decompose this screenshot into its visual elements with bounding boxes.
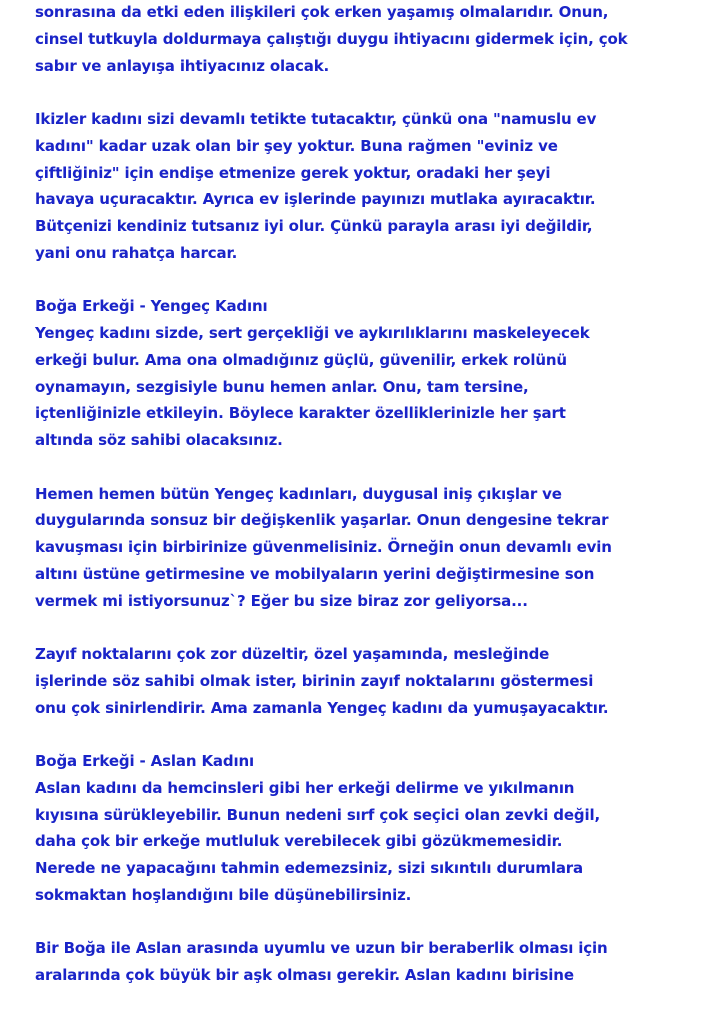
- text-line: Hemen hemen bütün Yengeç kadınları, duygusal iniş çıkışlar ve: [35, 484, 562, 503]
- text-line: altını üstüne getirmesine ve mobilyaların yerini değiştirmesine son: [35, 564, 595, 583]
- text-line: içtenliğinizle etkileyin. Böylece karakter özelliklerinizle her şart: [35, 404, 566, 423]
- text-line: Bütçenizi kendiniz tutsanız iyi olur. Çünkü parayla arası iyi değildir,: [35, 217, 593, 235]
- text-line: erkeği bulur. Ama ona olmadığınız güçlü, güvenilir, erkek rolünü: [35, 350, 567, 369]
- text-line: onu çok sinirlendirir. Ama zamanla Yengeç kadını da yumuşayacaktır.: [35, 698, 609, 717]
- text-line: altında söz sahibi olacaksınız.: [35, 431, 283, 449]
- text-line: yani onu rahatça harcar.: [35, 243, 238, 262]
- text-line: Ikizler kadını sizi devamlı tetikte tutacaktır, çünkü ona "namuslu ev: [35, 110, 597, 128]
- text-line: vermek mi istiyorsunuz`? Eğer bu size biraz zor geliyorsa...: [35, 591, 528, 610]
- text-line: işlerinde söz sahibi olmak ister, birinin zayıf noktalarını göstermesi: [35, 671, 594, 690]
- text-line: duygularında sonsuz bir değişkenlik yaşarlar. Onun dengesine tekrar: [35, 511, 609, 530]
- text-line: Zayıf noktalarını çok zor düzeltir, özel yaşamında, mesleğinde: [35, 645, 550, 663]
- text-line: daha çok bir erkeğe mutluluk verebilecek gibi gözükmemesidir.: [35, 832, 563, 851]
- text-line: çiftliğiniz" için endişe etmenize gerek yoktur, oradaki her şeyi: [35, 163, 551, 182]
- text-line: sonrasına da etki eden ilişkileri çok erken yaşamış olmalarıdır. Onun,: [35, 3, 609, 21]
- text-line: Nerede ne yapacağını tahmin edemezsiniz, sizi sıkıntılı durumlara: [35, 859, 584, 877]
- text-line: cinsel tutkuyla doldurmaya çalıştığı duygu ihtiyacını gidermek için, çok: [35, 29, 628, 48]
- text-line: sabır ve anlayışa ihtiyacınız olacak.: [35, 56, 330, 75]
- text-line: aralarında çok büyük bir aşk olması gerekir. Aslan kadını birisine: [35, 966, 574, 984]
- text-line: Boğa Erkeği - Aslan Kadını: [35, 752, 255, 770]
- text-line: Yengeç kadını sizde, sert gerçekliği ve aykırılıklarını maskeleyecek: [35, 324, 590, 342]
- text-line: Bir Boğa ile Aslan arasında uyumlu ve uzun bir beraberlik olması için: [35, 939, 608, 958]
- text-line: oynamayın, sezgisiyle bunu hemen anlar. Onu, tam tersine,: [35, 377, 529, 396]
- text-line: kıyısına sürükleyebilir. Bunun nedeni sırf çok seçici olan zevki değil,: [35, 805, 601, 824]
- text-line: kadını" kadar uzak olan bir şey yoktur. Buna rağmen "eviniz ve: [35, 136, 558, 155]
- text-line: sokmaktan hoşlandığını bile düşünebilirsiniz.: [35, 885, 412, 904]
- text-line: Boğa Erkeği - Yengeç Kadını: [35, 297, 268, 316]
- text-line: havaya uçuracaktır. Ayrıca ev işlerinde payınızı mutlaka ayıracaktır.: [35, 190, 596, 209]
- text-line: Aslan kadını da hemcinsleri gibi her erkeği delirme ve yıkılmanın: [35, 778, 575, 797]
- text-line: kavuşması için birbirinize güvenmelisiniz. Örneğin onun devamlı evin: [35, 538, 612, 556]
